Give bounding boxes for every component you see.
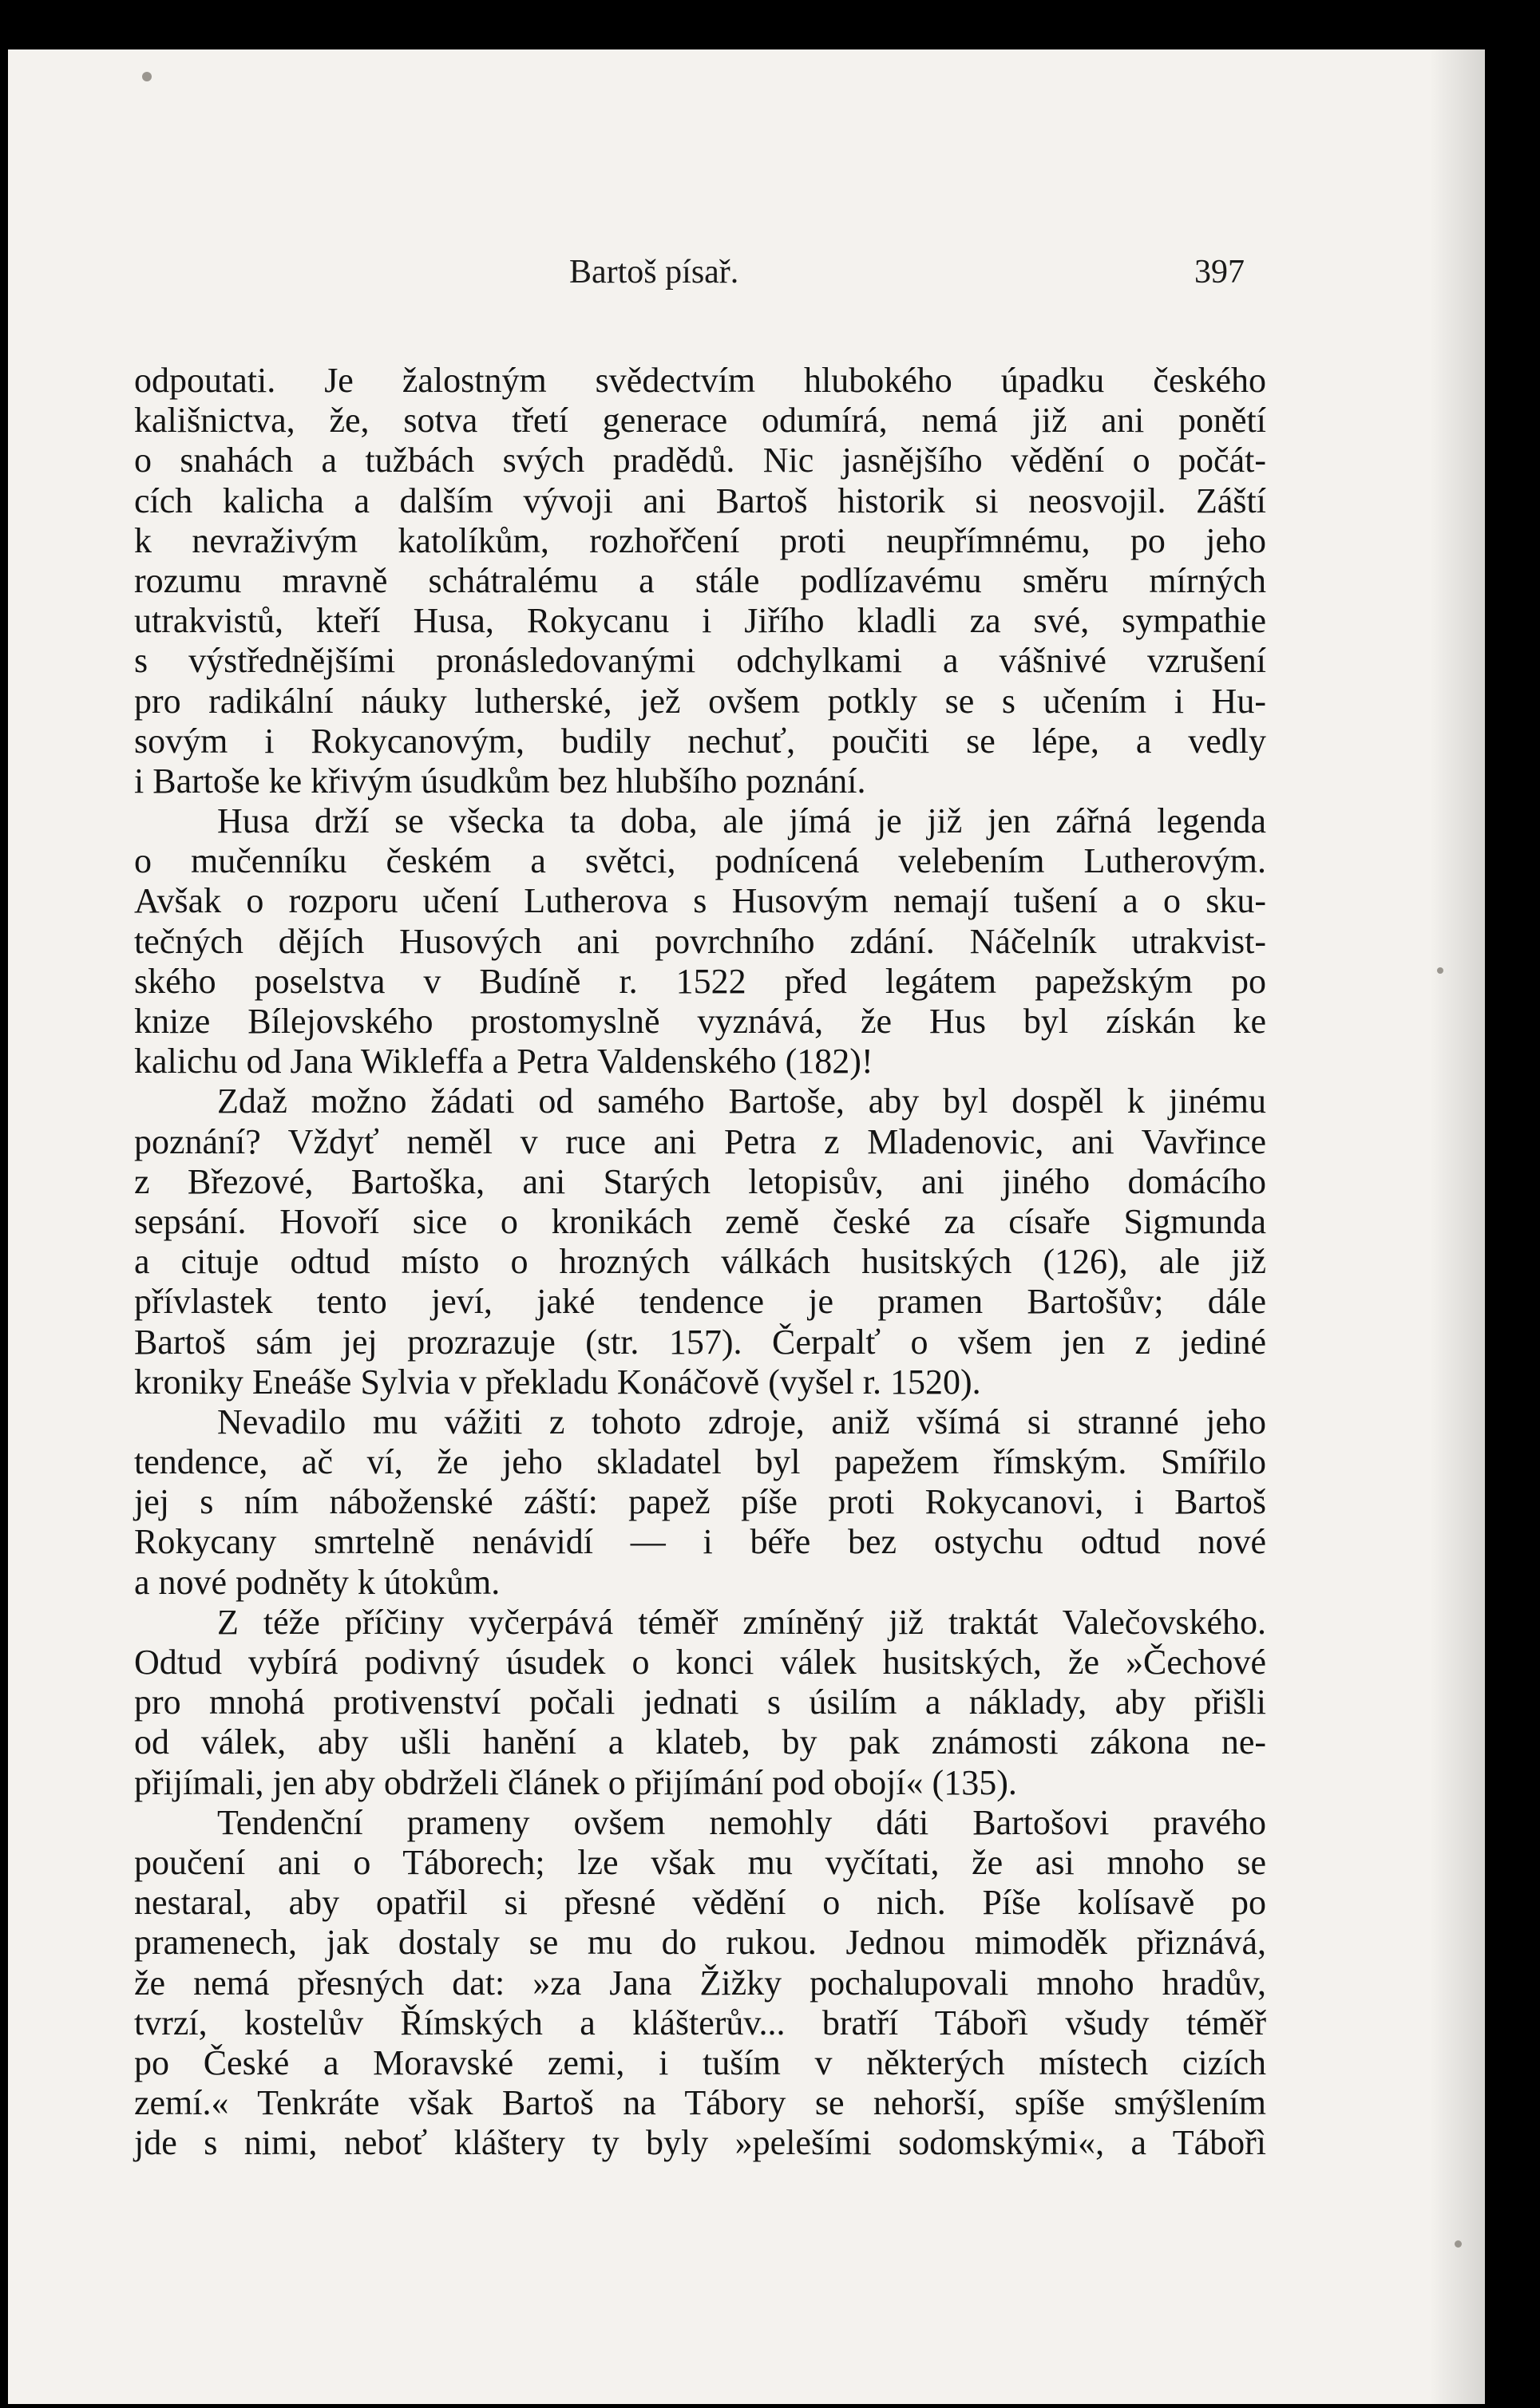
text-line: o mučenníku českém a světci, podnícená velebením Lutherovým. — [134, 841, 1266, 881]
text-line: a nové podněty k útokům. — [134, 1562, 501, 1602]
text-line: tečných dějích Husových ani povrchního zdání. Náčelník utrakvist- — [134, 921, 1266, 961]
text-line: Nevadilo mu vážiti z tohoto zdroje, aniž všímá si stranné jeho — [217, 1402, 1266, 1441]
scan-speck — [142, 72, 152, 81]
running-head — [8, 253, 1485, 301]
text-line: pro mnohá protivenství počali jednati s úsilím a náklady, aby přišli — [134, 1682, 1266, 1722]
page-number: 397 — [1194, 254, 1245, 291]
text-line: jej s ním náboženské záští: papež píše proti Rokycanovi, i Bartoš — [134, 1482, 1266, 1522]
text-line: že nemá přesných dat: »za Jana Žižky pochalupovali mnoho hradův, — [134, 1963, 1266, 2003]
text-line: Z téže příčiny vyčerpává téměř zmíněný již traktát Valečovského. — [217, 1602, 1266, 1642]
text-line: z Březové, Bartoška, ani Starých letopisův, ani jiného domácího — [134, 1161, 1266, 1201]
text-line: kališnictva, že, sotva třetí generace odumírá, nemá již ani ponětí — [134, 401, 1266, 441]
text-block — [134, 361, 1266, 2163]
text-line: k nevraživým katolíkům, rozhořčení proti neupřímnému, po jeho — [134, 520, 1266, 560]
text-line: rozumu mravně schátralému a stále podlízavému směru mírných — [134, 560, 1266, 600]
text-line: utrakvistů, kteří Husa, Rokycanu i Jiřího kladli za své, sympathie — [134, 601, 1266, 641]
book-page — [8, 49, 1485, 2404]
text-line: sepsání. Hovoří sice o kronikách země české za císaře Sigmunda — [134, 1201, 1266, 1241]
text-line: Tendenční prameny ovšem nemohly dáti Bartošovi pravého — [217, 1802, 1266, 1842]
text-line: i Bartoše ke křivým úsudkům bez hlubšího poznání. — [134, 761, 866, 801]
text-line: o snahách a tužbách svých pradědů. Nic jasnějšího vědění o počát- — [134, 441, 1266, 480]
text-line: pramenech, jak dostaly se mu do rukou. Jednou mimoděk přiznává, — [134, 1923, 1266, 1963]
text-line: knize Bílejovského prostomyslně vyznává, že Hus byl získán ke — [134, 1002, 1266, 1041]
text-line: ského poselstva v Budíně r. 1522 před legátem papežským po — [134, 961, 1266, 1001]
text-line: Husa drží se všecka ta doba, ale jímá je již jen zářná legenda — [217, 801, 1266, 841]
scan-speck — [1437, 967, 1443, 974]
text-line: Rokycany smrtelně nenávidí — i béře bez ostychu odtud nové — [134, 1522, 1266, 1562]
text-line: poznání? Vždyť neměl v ruce ani Petra z Mladenovic, ani Vavřince — [134, 1121, 1266, 1161]
text-line: poučení ani o Táborech; lze však mu vyčítati, že asi mnoho se — [134, 1842, 1266, 1882]
text-line: Zdaž možno žádati od samého Bartoše, aby byl dospěl k jinému — [217, 1081, 1266, 1121]
text-line: jde s nimi, neboť kláštery ty byly »pelešími sodomskými«, a Tábořì — [134, 2123, 1266, 2163]
text-line: kalichu od Jana Wikleffa a Petra Valdenského (182)! — [134, 1042, 873, 1081]
text-line: přijímali, jen aby obdrželi článek o přijímání pod obojí« (135). — [134, 1762, 1017, 1802]
text-line: s výstřednějšími pronásledovanými odchylkami a vášnivé vzrušení — [134, 641, 1266, 681]
text-line: odpoutati. Je žalostným svědectvím hlubokého úpadku českého — [134, 361, 1266, 400]
running-title: Bartoš písař. — [569, 254, 739, 291]
text-line: tvrzí, kostelův Římských a klášterův... bratří Tábořì všudy téměř — [134, 2003, 1266, 2042]
text-line: od válek, aby ušli hanění a klateb, by pak známosti zákona ne- — [134, 1722, 1266, 1762]
text-line: zemí.« Tenkráte však Bartoš na Tábory se nehorší, spíše smýšlením — [134, 2083, 1266, 2123]
scan-speck — [1455, 2240, 1462, 2248]
text-line: po České a Moravské zemi, i tuším v některých místech cizích — [134, 2042, 1266, 2082]
text-line: Bartoš sám jej prozrazuje (str. 157). Čerpalť o všem jen z jediné — [134, 1322, 1266, 1362]
text-line: Odtud vybírá podivný úsudek o konci válek husitských, že »Čechové — [134, 1643, 1266, 1682]
text-line: přívlastek tento jeví, jaké tendence je pramen Bartošův; dále — [134, 1282, 1266, 1322]
text-line: pro radikální náuky lutherské, jež ovšem potkly se s učením i Hu- — [134, 681, 1266, 721]
text-line: cích kalicha a dalším vývoji ani Bartoš historik si neosvojil. Záští — [134, 480, 1266, 520]
text-line: Avšak o rozporu učení Lutherova s Husovým nemají tušení a o sku- — [134, 881, 1266, 921]
text-line: nestaral, aby opatřil si přesné vědění o nich. Píše kolísavě po — [134, 1883, 1266, 1923]
text-line: tendence, ač ví, že jeho skladatel byl papežem římským. Smířilo — [134, 1442, 1266, 1482]
text-line: kroniky Eneáše Sylvia v překladu Konáčově (vyšel r. 1520). — [134, 1362, 981, 1402]
text-line: a cituje odtud místo o hrozných válkách husitských (126), ale již — [134, 1242, 1266, 1282]
binding-shadow — [1429, 49, 1485, 2404]
text-line: sovým i Rokycanovým, budily nechuť, poučiti se lépe, a vedly — [134, 721, 1266, 761]
